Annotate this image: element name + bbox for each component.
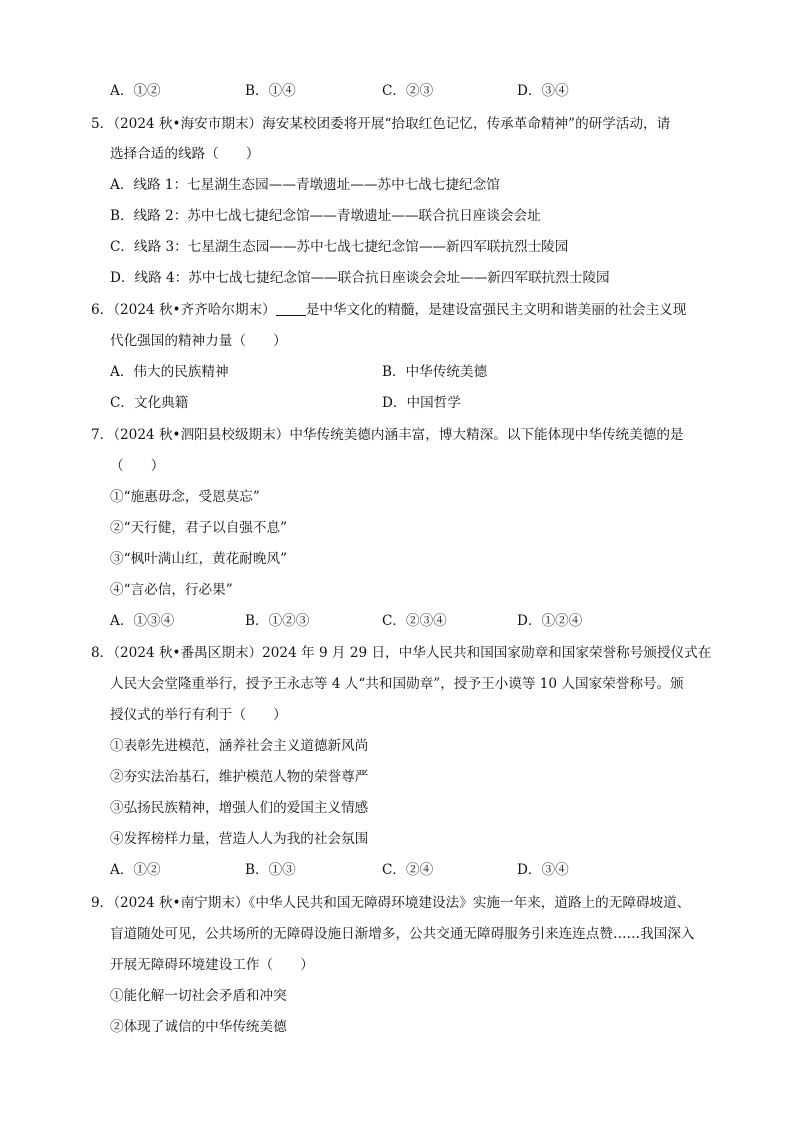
q5-option-a: A．线路 1：七星湖生态园——青墩遗址——苏中七战七捷纪念馆	[110, 177, 500, 193]
q7-item-4: ④“言必信，行必果”	[110, 582, 233, 598]
q8-option-a: A．①②	[110, 862, 161, 878]
q6-stem-prefix: 6．（2024 秋•齐齐哈尔期末）	[91, 302, 276, 318]
q7-option-c: C．②③④	[382, 613, 447, 629]
q9-stem-line3: 开展无障碍环境建设工作（ ）	[110, 957, 314, 973]
q8-stem-line3: 授仪式的举行有利于（ ）	[110, 707, 287, 723]
q9-item-1: ①能化解一切社会矛盾和冲突	[110, 988, 287, 1004]
q8-option-b: B．①③	[245, 862, 296, 878]
q7-item-2: ②“天行健，君子以自强不息”	[110, 520, 288, 536]
q9-stem-line2: 盲道随处可见，公共场所的无障碍设施日渐增多，公共交通无障碍服务引来连连点赞……我国深入	[110, 926, 695, 942]
q6-option-c: C．文化典籍	[110, 395, 189, 411]
q7-item-1: ①“施惠毋念，受恩莫忘”	[110, 489, 260, 505]
q6-option-b: B．中华传统美德	[382, 364, 488, 380]
q4-option-b: B．①④	[245, 83, 296, 99]
q4-option-d: D．③④	[517, 83, 569, 99]
q7-option-b: B．①②③	[245, 613, 310, 629]
q9-stem-line1: 9．（2024 秋•南宁期末）《中华人民共和国无障碍环境建设法》实施一年来，道路上的无障碍坡道、	[91, 895, 691, 911]
q5-option-c: C．线路 3：七星湖生态园——苏中七战七捷纪念馆——新四军联抗烈士陵园	[110, 239, 569, 255]
q6-stem-line1	[91, 299, 686, 321]
q8-stem-line1: 8．（2024 秋•番禺区期末）2024 年 9 月 29 日，中华人民共和国国家勋章和国家荣誉称号颁授仪式在	[91, 645, 712, 661]
q8-option-d: D．③④	[517, 862, 569, 878]
q5-option-b: B．线路 2：苏中七战七捷纪念馆——青墩遗址——联合抗日座谈会会址	[110, 208, 541, 224]
q7-item-3: ③“枫叶满山红，黄花耐晚风”	[110, 551, 288, 567]
q8-item-1: ①表彰先进模范，涵养社会主义道德新风尚	[110, 738, 369, 754]
q8-option-c: C．②④	[382, 862, 434, 878]
q7-option-a: A．①③④	[110, 613, 175, 629]
q6-blank	[276, 301, 306, 316]
q7-stem-line1: 7．（2024 秋•泗阳县校级期末）中华传统美德内涵丰富，博大精深。以下能体现中华传统美德的是	[91, 427, 684, 443]
q7-option-d: D．①②④	[517, 613, 583, 629]
q6-option-d: D．中国哲学	[382, 395, 461, 411]
q8-item-3: ③弘扬民族精神，增强人们的爱国主义情感	[110, 800, 369, 816]
q4-option-c: C．②③	[382, 83, 434, 99]
q7-stem-line2: （ ）	[110, 458, 165, 474]
q5-stem-line2: 选择合适的线路（ ）	[110, 146, 260, 162]
q5-stem-line1: 5．（2024 秋•海安市期末）海安某校团委将开展“拾取红色记忆，传承革命精神”的研学活动，请	[91, 116, 671, 132]
q4-option-a: A．①②	[110, 83, 161, 99]
q6-stem-line2: 代化强国的精神力量（ ）	[110, 333, 287, 349]
q6-option-a: A．伟大的民族精神	[110, 364, 229, 380]
q8-item-4: ④发挥榜样力量，营造人人为我的社会氛围	[110, 831, 369, 847]
q6-stem-suffix: 是中华文化的精髓，是建设富强民主文明和谐美丽的社会主义现	[305, 302, 687, 318]
q8-stem-line2: 人民大会堂隆重举行，授予王永志等 4 人“共和国勋章”，授予王小谟等 10 人国家荣誉称号。颁	[110, 676, 684, 692]
q8-item-2: ②夯实法治基石，维护模范人物的荣誉尊严	[110, 769, 369, 785]
q9-item-2: ②体现了诚信的中华传统美德	[110, 1019, 287, 1035]
q5-option-d: D．线路 4：苏中七战七捷纪念馆——联合抗日座谈会会址——新四军联抗烈士陵园	[110, 270, 610, 286]
